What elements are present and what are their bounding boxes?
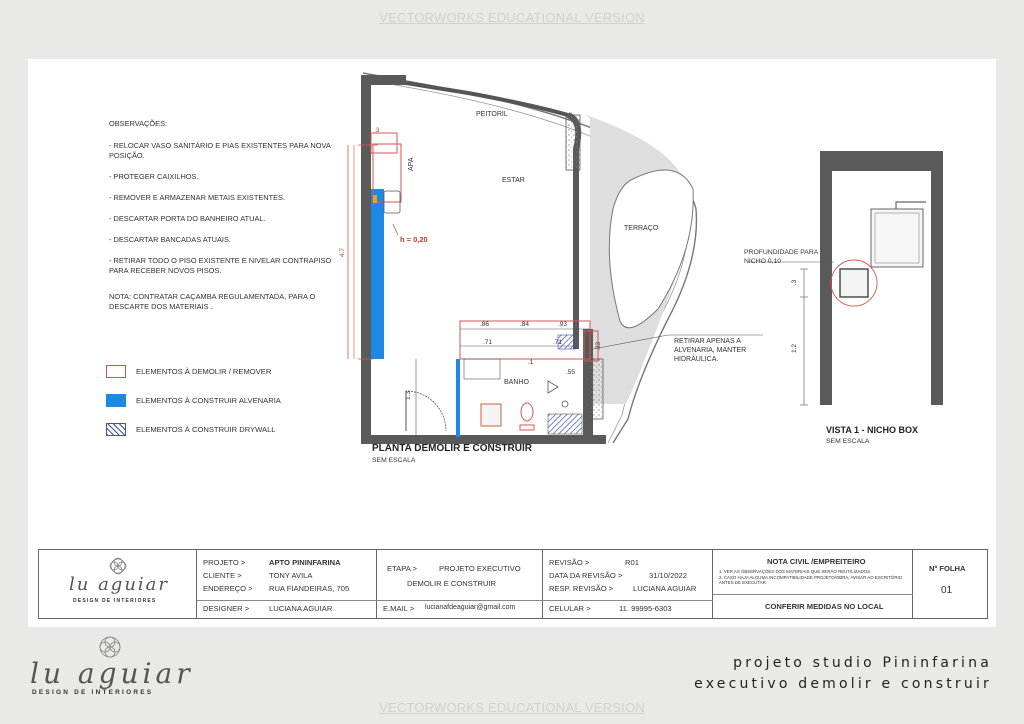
observation-item: - REMOVER E ARMAZENAR METAIS EXISTENTES. xyxy=(109,193,286,202)
dim-label: .86 xyxy=(480,321,490,328)
legend-label: ELEMENTOS À CONSTRUIR ALVENARIA xyxy=(136,396,281,405)
dim-label: .71 xyxy=(553,339,563,346)
observation-item: - RELOCAR VASO SANITÁRIO E PIAS EXISTENTES PARA NOVA POSIÇÃO. xyxy=(109,141,331,160)
tb-folha-cell xyxy=(913,550,987,618)
tb-key: CLIENTE > xyxy=(203,571,242,580)
wall-column xyxy=(566,115,580,170)
vista-dim-label: 1.2 xyxy=(791,343,799,354)
tb-val: APTO PININFARINA xyxy=(269,558,341,567)
plan-title: PLANTA DEMOLIR E CONSTRUIR xyxy=(372,443,532,454)
title-block xyxy=(38,549,988,619)
new-masonry-wall xyxy=(371,189,384,359)
wall-top-left xyxy=(361,75,406,85)
tb-key: DATA DA REVISÃO > xyxy=(549,571,623,580)
footer-logo-name: lu aguiar xyxy=(30,657,194,690)
tb-val: TONY AVILA xyxy=(269,571,313,580)
tb-key: RESP. REVISÃO > xyxy=(549,584,614,593)
tb-key: PROJETO > xyxy=(203,558,246,567)
vista-dim-label: .3 xyxy=(791,279,799,286)
legend-alvenaria xyxy=(106,394,281,407)
tb-key: ENDEREÇO > xyxy=(203,584,253,593)
toilet-tank xyxy=(520,425,534,430)
tb-key: CELULAR > xyxy=(549,604,591,613)
tb-key: REVISÃO > xyxy=(549,558,590,567)
vista-shower-pipe xyxy=(896,202,926,209)
tb-nota-item: 1. VER AS OBSERVAÇÕES DOS MATERIAIS QUE SERÃO REUTILIZADOS. xyxy=(719,569,872,574)
observations-heading: OBSERVAÇÕES: xyxy=(109,119,168,128)
tb-val: PROJETO EXECUTIVO xyxy=(439,564,521,573)
dim-label: .1 xyxy=(528,359,534,366)
tb-divider xyxy=(197,600,377,601)
tb-divider xyxy=(713,594,913,595)
wall-right-conc xyxy=(591,359,603,419)
tb-val: 11. 99995-6303 xyxy=(619,604,672,613)
tb-folha-value: 01 xyxy=(941,585,953,596)
footer-logo xyxy=(30,633,194,702)
tb-val: RUA FIANDEIRAS, 705 xyxy=(269,584,350,593)
tb-revision-cell xyxy=(543,550,713,618)
observation-item: - RETIRAR TODO O PISO EXISTENTE E NIVELAR CONTRAPISO PARA RECEBER NOVOS PISOS. xyxy=(109,256,332,275)
vista-shower-head xyxy=(871,209,923,267)
legend-demolir xyxy=(106,365,271,378)
tb-logo-name: lu aguiar xyxy=(69,574,170,595)
dim-label: .55 xyxy=(566,369,576,376)
shower-valve xyxy=(548,381,558,393)
observation-note: NOTA: CONTRATAR CAÇAMBA REGULAMENTADA, PARA O DESCARTE DOS MATERIAIS . xyxy=(109,292,316,311)
tb-val: DEMOLIR E CONSTRUIR xyxy=(407,579,497,588)
vista-niche xyxy=(840,269,868,297)
tb-logo-sub: DESIGN DE INTERIORES xyxy=(73,598,157,604)
terrace-void xyxy=(609,170,693,328)
vista-wall-top xyxy=(820,151,943,171)
footer-logo-sub: DESIGN DE INTERIORES xyxy=(32,689,154,696)
observation-item: - DESCARTAR BANCADAS ATUAIS. xyxy=(109,235,231,244)
watermark-bottom: VECTORWORKS EDUCATIONAL VERSION xyxy=(379,700,645,715)
height-arrow xyxy=(393,224,398,235)
tb-conferir: CONFERIR MEDIDAS NO LOCAL xyxy=(765,602,884,611)
vista-wall-right xyxy=(931,151,943,405)
legend-drywall xyxy=(106,423,276,436)
tb-divider xyxy=(377,600,543,601)
tb-nota-title: NOTA CIVIL /EMPREITEIRO xyxy=(767,557,866,566)
tb-nota-cell xyxy=(713,550,913,618)
legend-swatch-fill xyxy=(106,394,126,407)
tb-val: lucianafdeaguiar@gmail.com xyxy=(425,604,516,611)
tb-etapa-cell xyxy=(377,550,543,618)
tb-val: R01 xyxy=(625,558,639,567)
plan-scale: SEM ESCALA xyxy=(372,457,416,464)
tb-logo-cell xyxy=(39,550,197,618)
tb-val: 31/10/2022 xyxy=(649,571,688,580)
tb-key: ETAPA > xyxy=(387,564,417,573)
shower-tray xyxy=(548,414,582,434)
room-label-terraco: TERRAÇO xyxy=(624,225,659,232)
tb-divider xyxy=(543,600,713,601)
observation-item: - DESCARTAR PORTA DO BANHEIRO ATUAL. xyxy=(109,214,266,223)
footer-line-2: executivo demolir e construir xyxy=(694,676,992,692)
observations-block xyxy=(109,119,339,323)
vista-wall-left xyxy=(820,151,832,405)
height-label: h = 0,20 xyxy=(400,235,428,244)
room-label-estar: ESTAR xyxy=(502,177,525,184)
vista-title: VISTA 1 - NICHO BOX xyxy=(826,425,919,435)
tb-folha-key: Nº FOLHA xyxy=(929,564,966,573)
bath-box xyxy=(464,359,500,379)
tb-val: LUCIANA AGUIAR xyxy=(269,604,333,613)
toilet xyxy=(521,403,533,421)
dim-label: .3 xyxy=(374,127,380,134)
demolish-wall xyxy=(371,133,397,153)
dim-label: 4.7 xyxy=(339,247,347,258)
wall-left xyxy=(361,75,371,443)
note-retirar: RETIRAR APENAS A ALVENARIA, MANTER HIDRÁULICA. xyxy=(674,338,747,363)
drawing-sheet xyxy=(28,59,996,627)
tb-key: E.MAIL > xyxy=(383,604,415,613)
new-masonry-wall-2 xyxy=(456,359,460,437)
shower-drain xyxy=(562,401,568,407)
dim-label: .33 xyxy=(595,341,603,352)
tb-key: DESIGNER > xyxy=(203,604,250,613)
legend-swatch-hatch xyxy=(106,423,126,436)
watermark-top: VECTORWORKS EDUCATIONAL VERSION xyxy=(379,10,645,25)
tb-nota-item: 2. CASO HAJA ALGUMA INCOMPATIBILIDADE PROJETO/OBRA, AVISAR AO ESCRITÓRIO ANTES DE EXECUTAR. xyxy=(719,575,903,585)
room-label-apa: APA xyxy=(408,157,415,171)
legend-label: ELEMENTOS À CONSTRUIR DRYWALL xyxy=(136,425,276,434)
room-label-peitoril: PEITORIL xyxy=(476,111,508,118)
dim-label: .84 xyxy=(520,321,530,328)
legend-label: ELEMENTOS À DEMOLIR / REMOVER xyxy=(136,367,272,376)
dim-label: .93 xyxy=(558,321,568,328)
dim-label: .71 xyxy=(483,339,493,346)
room-label-banho: BANHO xyxy=(504,379,529,386)
legend-swatch-outline xyxy=(106,365,126,378)
footer-line-1: projeto studio Pininfarina xyxy=(733,655,992,671)
dim-label: 1.3 xyxy=(405,390,413,401)
bath-cabinet xyxy=(481,404,501,426)
sink-tap xyxy=(373,195,377,203)
vista-depth-label: PROFUNDIDADE PARA NICHO 0,10 xyxy=(744,249,818,265)
vista-scale: SEM ESCALA xyxy=(826,438,870,445)
tb-val: LUCIANA AGUIAR xyxy=(633,584,697,593)
tb-project-cell xyxy=(197,550,377,618)
observation-item: - PROTEGER CAIXILHOS. xyxy=(109,172,199,181)
